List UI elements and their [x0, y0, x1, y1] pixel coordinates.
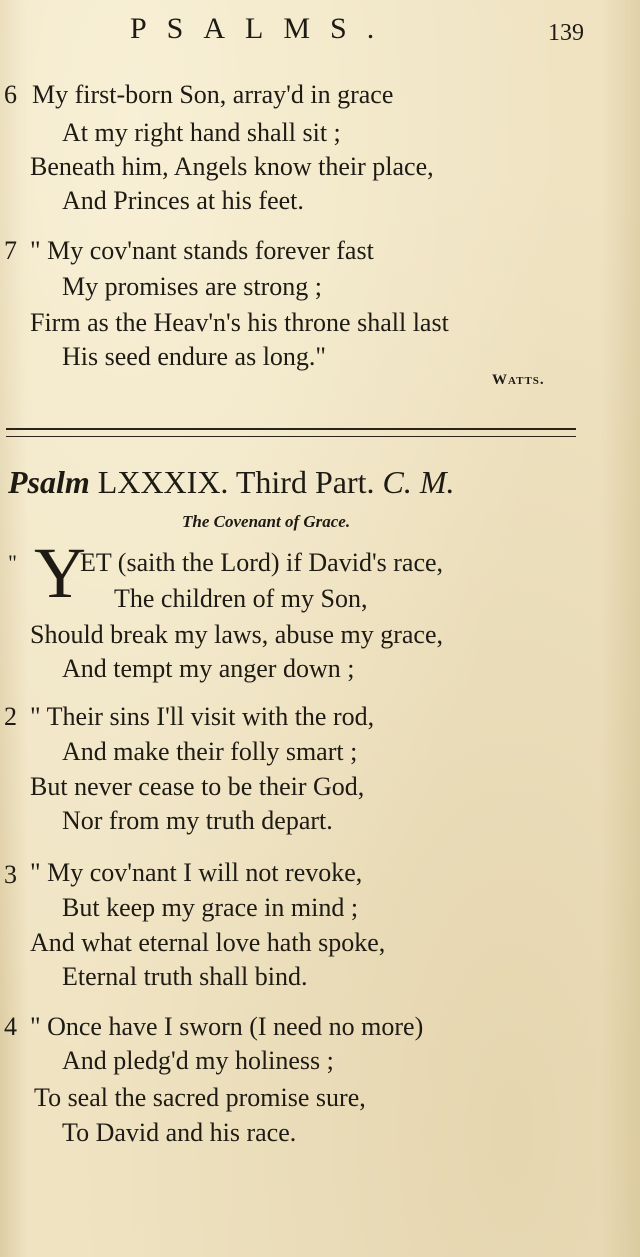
psalm-heading — [8, 464, 454, 501]
author-attribution: Watts. — [492, 372, 545, 388]
verse-line: " My cov'nant stands forever fast — [30, 236, 374, 265]
verse-line: And Princes at his feet. — [62, 186, 304, 215]
verse-line: And pledg'd my holiness ; — [62, 1046, 334, 1075]
psalm-title-prefix: Psalm — [8, 464, 90, 500]
verse-line: Beneath him, Angels know their place, — [30, 152, 434, 181]
psalm-subtitle: The Covenant of Grace. — [182, 512, 351, 531]
verse-line: ET (saith the Lord) if David's race, — [80, 548, 444, 577]
verse-line: " My cov'nant I will not revoke, — [30, 858, 363, 887]
verse-line: His seed endure as long." — [62, 342, 327, 371]
verse-line: My first-born Son, array'd in grace — [32, 80, 394, 109]
section-divider — [6, 428, 576, 430]
stanza-number: 7 — [4, 236, 17, 265]
verse-line: At my right hand shall sit ; — [62, 118, 341, 147]
verse-line: " Once have I sworn (I need no more) — [30, 1012, 424, 1041]
verse-line: The children of my Son, — [114, 584, 368, 613]
verse-line: And make their folly smart ; — [62, 737, 358, 766]
opening-quote: " — [8, 550, 17, 575]
stanza-number: 4 — [4, 1012, 17, 1041]
verse-line: Should break my laws, abuse my grace, — [30, 620, 444, 649]
page-number: 139 — [548, 20, 584, 46]
verse-line: My promises are strong ; — [62, 272, 322, 301]
drop-cap: Y — [34, 533, 86, 613]
running-title: PSALMS. — [130, 12, 395, 45]
verse-line: Nor from my truth depart. — [62, 806, 333, 835]
stanza-number: 2 — [4, 702, 17, 731]
stanza-number: 3 — [4, 860, 17, 889]
verse-line: But never cease to be their God, — [30, 772, 365, 801]
verse-line: And what eternal love hath spoke, — [30, 928, 386, 957]
verse-line: Eternal truth shall bind. — [62, 962, 308, 991]
verse-line: Firm as the Heav'n's his throne shall last — [30, 308, 449, 337]
psalm-meter: C. M. — [382, 464, 455, 500]
verse-line: To David and his race. — [62, 1118, 297, 1147]
psalm-title-main: LXXXIX. Third Part. — [97, 464, 375, 500]
verse-line: " Their sins I'll visit with the rod, — [30, 702, 375, 731]
verse-line: But keep my grace in mind ; — [62, 893, 359, 922]
section-divider-thin — [6, 436, 576, 437]
verse-line: To seal the sacred promise sure, — [34, 1083, 366, 1112]
verse-line: And tempt my anger down ; — [62, 654, 355, 683]
stanza-number: 6 — [4, 80, 17, 109]
